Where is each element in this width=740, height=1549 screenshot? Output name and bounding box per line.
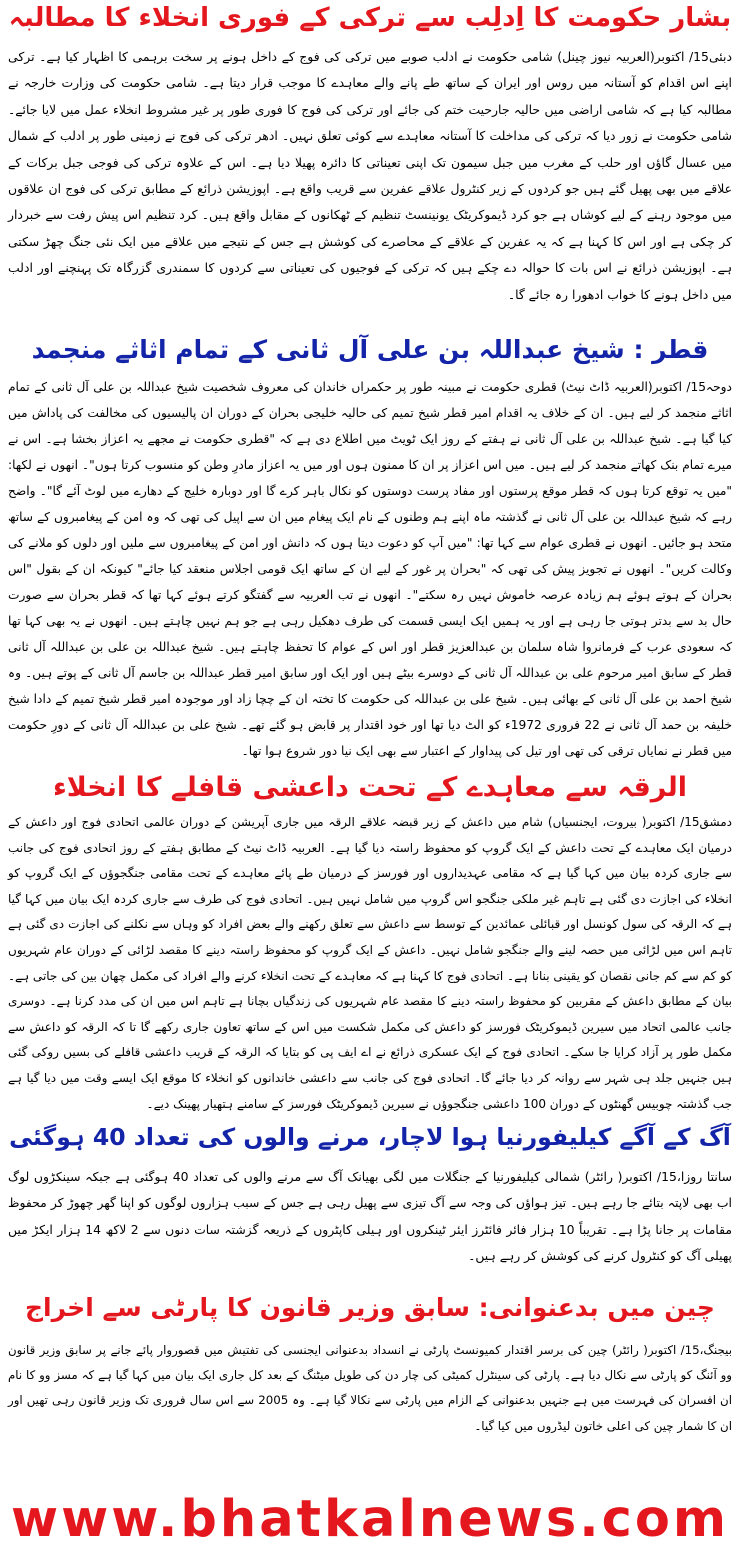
article-headline: آگ کے آگے کیلیفورنیا ہوا لاچار، مرنے والوں کی تعداد 40 ہوگئی xyxy=(9,1123,731,1151)
article-headline: قطر : شیخ عبداللہ بن علی آل ثانی کے تمام اثاثے منجمد xyxy=(31,335,709,364)
article-china-corruption xyxy=(6,1286,734,1486)
article-headline: الرقہ سے معاہدے کے تحت داعشی قافلے کا انخلاء xyxy=(53,772,687,803)
site-url[interactable]: www.bhatkalnews.com xyxy=(10,1490,730,1549)
article-body: دبئی15/ اکتوبر(العربیہ نیوز چینل) شامی حکومت نے ادلب صوبے میں ترکی کی فوج کے داخل ہونے پر سخت برہمی کا اظہار کیا ہے۔ ترکی اپنے اس اقدام کو آستانہ میں روس اور ایران کے ساتھ طے پانے والے معاہدے کا موجب قرار دیتا ہے۔ شامی حکومت کی وزارت خارجہ نے مطالبہ کیا ہے کہ شامی اراضی میں حالیہ جارحیت ختم کی جائے اور ترکی کی فوج کا فوری طور پر غیر مشروط انخلاء عمل میں لایا جائے۔ شامی حکومت نے زور دیا کہ ترکی کی مداخلت کا آستانہ معاہدے سے کوئی تعلق نہیں۔ ادھر ترکی کی فوج نے زمینی طور پر ادلب کے شمال میں عسال گاؤں اور حلب کے مغرب میں جبل سیمون تک اپنی تعیناتی کا دائرہ پھیلا دیا ہے۔ اس کے علاوہ ترکی کی فوجی جبل برکات کے علاقے میں بھی پھیل گئے ہیں جو کردوں کے زیر کنٹرول علاقے عفرین سے قریب واقع ہے۔ اپوزیشن ذرائع کے مطابق ترکی کی فوج ان علاقوں میں موجود رہنے کے لیے کوشاں ہے جو کرد ڈیموکریٹک یونینسٹ تنظیم کے ٹھکانوں کے مقابل واقع ہیں۔ کرد تنظیم اس پیش رفت سے خبردار کر چکی ہے اور اس کا کہنا ہے کہ یہ عفرین کے علاقے کے محاصرے کی کوشش ہے جس کے نتیجے میں علاقے میں ایک نئی جنگ چھڑ سکتی ہے۔ اپوزیشن ذرائع نے اس بات کا حوالہ دے چکے ہیں کہ ترکی کے فوجیوں کی تعیناتی سے کردوں کا سمندری گزرگاہ تک پہنچنے اور ادلب میں داخل ہونے کا خواب ادھورا رہ جائے گا۔ xyxy=(8,49,732,302)
article-headline: چین میں بدعنوانی: سابق وزیر قانون کا پارٹی سے اخراج xyxy=(25,1293,715,1322)
article-california-fire xyxy=(6,1118,734,1286)
article-qatar-assets xyxy=(6,330,734,766)
article-assad-idlib xyxy=(6,0,734,330)
article-raqqa-convoy xyxy=(6,766,734,1118)
article-body: بیجنگ،15/ اکتوبر( رائٹر) چین کی برسر اقتدار کمیونسٹ پارٹی نے انسداد بدعنوانی ایجنسی کی تفتیش میں قصوروار پائے جانے پر سابق وزیر قانون وو آئنگ کو پارٹی سے نکال دیا ہے۔ پارٹی کی سینٹرل کمیٹی کی چار دن کی طویل میٹنگ کے بعد کل جاری ایک بیان میں کہا گیا ہے کہ مسز وو کا نام ان افسران کی فہرست میں ہے جنہیں بدعنوانی کے الزام میں پارٹی سے نکالا گیا ہے۔ وہ 2005 سے اس سال فروری تک وزیر قانون رہی تھیں اور ان کا شمار چین کی اعلی خاتون لیڈروں میں کیا گیا۔ xyxy=(8,1343,732,1433)
footer-banner xyxy=(0,1490,740,1549)
article-headline: بشار حکومت کا اِدلِب سے ترکی کے فوری انخلاء کا مطالبہ xyxy=(8,3,732,33)
article-body: دمشق15/ اکتوبر( بیروت، ایجنسیاں) شام میں داعش کے زیر قبضہ علاقے الرقہ میں جاری آپریشن کے دوران عالمی اتحادی فوج اور داعش کے درمیان ایک معاہدے کے تحت داعش کے ایک گروپ کو محفوظ راستہ دیا گیا ہے۔ العربیہ ڈاٹ نیٹ کے مطابق ہفتے کے روز اتحادی فوج کی جانب سے جاری کردہ بیان میں کہا گیا ہے کہ مقامی عہدیداروں اور فورسز کے درمیان طے پائے معاہدے کے تحت مقامی جنگجوؤں کے ایک گروپ کو انخلاء کی اجازت دی گئی ہے تاہم غیر ملکی جنگجو اس گروپ میں شامل نہیں ہیں۔ اتحادی فوج کی طرف سے جاری کردہ ایک بیان میں کہا گیا ہے کہ الرقہ کی سول کونسل اور قبائلی عمائدین کے توسط سے داعش سے تعلق رکھنے والے بعض افراد کو وہاں سے نکلنے کی اجازت دی گئی ہے تاہم اس میں لڑائی میں حصہ لینے والے جنگجو شامل نہیں۔ داعش کے ایک گروپ کو محفوظ راستہ دینے کا مقصد لڑائی کے دوران عام شہریوں کو کم سے کم جانی نقصان کو یقینی بنانا ہے۔ اتحادی فوج کا کہنا ہے کہ معاہدے کے تحت انخلاء کرنے والے افراد کی مکمل چھان بین کی جاتی ہے۔ بیان کے مطابق داعش کے مقربین کو محفوظ راستہ دینے کا مقصد عام شہریوں کی زندگیاں بچانا ہے تاہم اس میں ان کی مدد کرنا ہے۔ دوسری جانب عالمی اتحاد میں سیرین ڈیموکریٹک فورسز کو داعش کی مکمل شکست میں اس کے ساتھ تعاون جاری رکھے گا تا کہ الرقہ کو داعش سے مکمل طور پر آزاد کرایا جا سکے۔ اتحادی فوج کے ایک عسکری ذرائع نے اے ایف پی کو بتایا کہ الرقہ کے قریب داعشی قافلے کی بسیں روکی گئی ہیں جنہیں جلد ہی شہر سے روانہ کر دیا جائے گا۔ اتحادی فوج کی جانب سے داعشی خاندانوں کو انخلاء کا موقع ایک ایسے وقت میں دیا گیا ہے جب گذشتہ چوبیس گھنٹوں کے دوران 100 داعشی جنگجوؤں نے سیرین ڈیموکریٹک فورسز کے سامنے ہتھیار پھینک دیے۔ xyxy=(8,815,732,1111)
article-body: سانتا روزا،15/ اکتوبر( رائٹر) شمالی کیلیفورنیا کے جنگلات میں لگی بھیانک آگ سے مرنے والوں کی تعداد 40 ہوگئی ہے جبکہ سینکڑوں لوگ اب بھی لاپتہ بتائے جا رہے ہیں۔ تیز ہواؤں کی وجہ سے آگ تیزی سے پھیل رہی ہے جس کے سبب ہزاروں لوگوں کو اپنا گھر چھوڑ کر محفوظ مقامات پر جانا پڑا ہے۔ تقریباً 10 ہزار فائر فائٹرز ایئر ٹینکروں اور ہیلی کاپٹروں کے ذریعہ گزشتہ سات دنوں سے 2 لاکھ 14 ہزار ایکڑ میں پھیلی آگ کو کنٹرول کرنے کی کوشش کر رہے ہیں۔ xyxy=(8,1169,733,1264)
article-body: دوحہ15/ اکتوبر(العربیہ ڈاٹ نیٹ) قطری حکومت نے مبینہ طور پر حکمراں خاندان کی معروف شخصیت شیخ عبداللہ بن علی آل ثانی کے تمام اثاثے منجمد کر لیے ہیں۔ ان کے خلاف یہ اقدام امیر قطر شیخ تمیم کی حالیہ خلیجی بحران کے دوران ان پالیسیوں کی مخالفت کی پاداش میں کیا گیا ہے۔ شیخ عبداللہ بن علی آل ثانی نے ہفتے کے روز ایک ٹویٹ میں اطلاع دی ہے کہ "قطری حکومت نے مجھے یہ اعزاز بخشا ہے۔ اس نے میرے تمام بنک کھاتے منجمد کر لیے ہیں۔ میں اس اعزاز پر ان کا ممنون ہوں اور میں یہ اعزاز مادرِ وطن کو منسوب کرتا ہوں"۔ انھوں نے لکھا: "میں یہ توقع کرتا ہوں کہ قطر موقع پرستوں اور مفاد پرست دوستوں کو نکال باہر کرے گا اور دوبارہ خلیج کے دھارے میں لوٹ آئے گا"۔ واضح رہے کہ شیخ عبداللہ بن علی آل ثانی نے گذشتہ ماہ اپنے ہم وطنوں کے نام ایک پیغام میں ان سے اپیل کی تھی کہ وہ امن کے پیغامبروں کے ساتھ متحد ہو جائیں۔ انھوں نے قطری عوام سے کہا تھا: "میں آپ کو دعوت دیتا ہوں کہ دانش اور امن کے پیغامبروں سے ملیں اور دلوں کو ملانے کی وکالت کریں"۔ انھوں نے تجویز پیش کی تھی کہ "بحران پر غور کے لیے ان کے ساتھ ایک قومی اجلاس منعقد کیا جائے" کیونکہ ان کے بقول "اس بحران کے ہوتے ہوئے ہم زیادہ عرصہ خاموش نہیں رہ سکتے"۔ انھوں نے تب العربیہ سے گفتگو کرتے ہوئے کہا تھا کہ قطر بحران سے صورت حال بد سے بدتر ہوتی جا رہی ہے اور یہ ہمیں ایک ایسی قسمت کی طرف دھکیل رہی ہے جو ہم نہیں چاہتے ہیں۔ انھوں نے یہ بھی کہا تھا کہ سعودی عرب کے فرمانروا شاہ سلمان بن عبدالعزیز قطر اور اس کے عوام کا تحفظ چاہتے ہیں۔ شیخ عبداللہ بن علی بن عبداللہ آل ثانی قطر کے سابق امیر مرحوم علی بن عبداللہ آل ثانی کے دوسرے بیٹے ہیں اور ایک اور سابق امیر قطر عبداللہ بن جاسم آل ثانی کے پوتے ہیں۔ وہ شیخ احمد بن علی آل ثانی کے بھائی ہیں۔ شیخ علی بن عبداللہ کی حکومت کا تختہ ان کے چچا زاد اور موجودہ امیر قطر شیخ تمیم کے دادا شیخ خلیفہ بن حمد آل ثانی نے 22 فروری 1972ء کو الٹ دیا تھا اور خود اقتدار پر قابض ہو گئے تھے۔ شیخ علی بن عبداللہ آل ثانی کے دورِ حکومت میں قطر نے نمایاں ترقی کی تھی اور تیل کی پیداوار کے اعتبار سے بھی ایک نیا دور شروع ہوا تھا۔ xyxy=(8,380,733,758)
